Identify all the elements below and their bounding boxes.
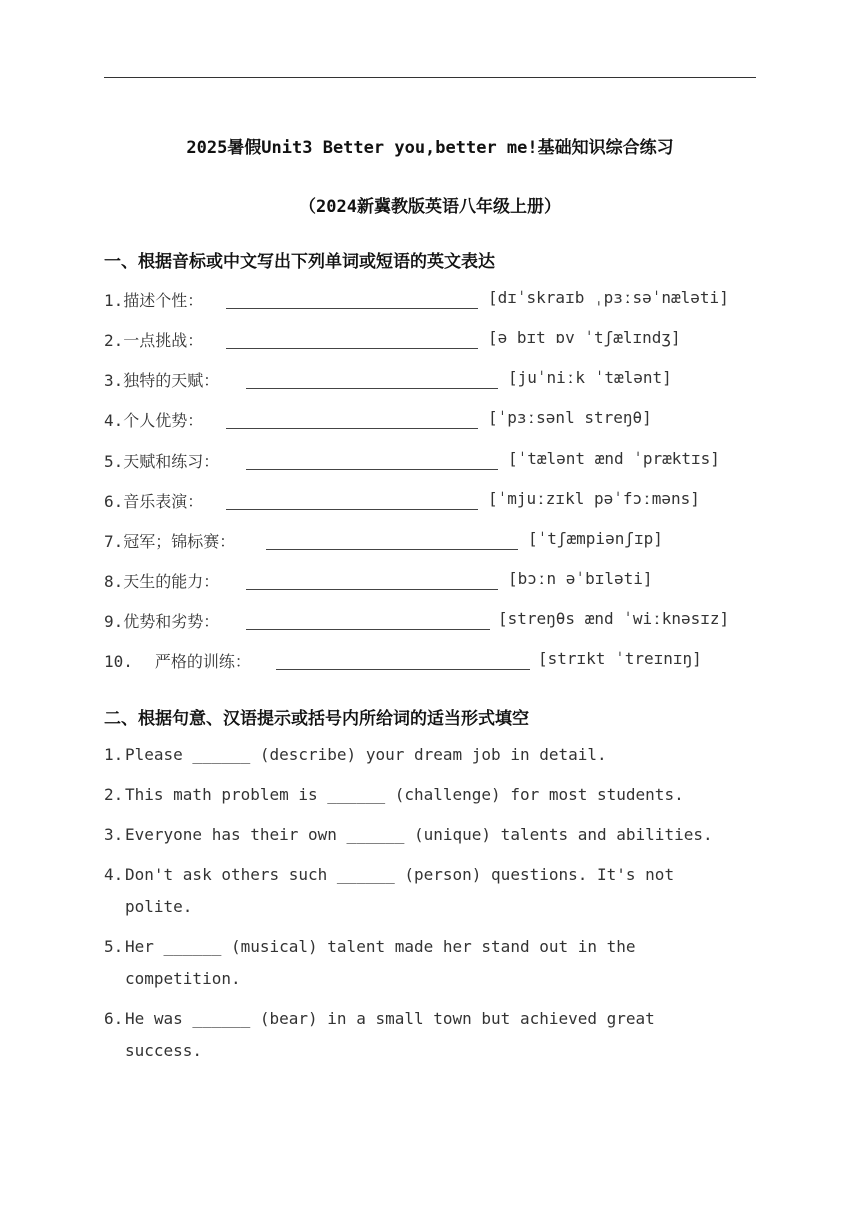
vocab-item bbox=[104, 649, 251, 672]
section2-heading: 二、根据句意、汉语提示或括号内所给词的适当形式填空 bbox=[104, 709, 529, 729]
answer-blank[interactable] bbox=[246, 589, 498, 590]
item-number: 2. bbox=[104, 785, 124, 804]
item-chinese: 音乐表演： bbox=[123, 492, 204, 511]
sentence-text: Everyone has their own ______ (unique) talents and abilities. bbox=[125, 825, 713, 844]
answer-blank[interactable] bbox=[246, 469, 498, 470]
item-number: 5. bbox=[104, 452, 124, 471]
sentence-text: Please ______ (describe) your dream job in detail. bbox=[125, 745, 607, 764]
answer-blank[interactable] bbox=[276, 669, 530, 670]
item-chinese: 天赋和练习： bbox=[123, 452, 220, 471]
item-number: 7. bbox=[104, 532, 124, 551]
item-phonetic: [bɔːn əˈbɪləti] bbox=[508, 569, 653, 588]
item-phonetic: [dɪˈskraɪb ˌpɜːsəˈnæləti] bbox=[488, 288, 729, 307]
item-phonetic: [ˈtælənt ænd ˈpræktɪs] bbox=[508, 449, 720, 468]
item-phonetic: [streŋθs ænd ˈwiːknəsɪz] bbox=[498, 609, 730, 628]
item-number: 6. bbox=[104, 492, 124, 511]
item-number: 6. bbox=[104, 1009, 124, 1028]
sentence-item bbox=[104, 779, 744, 811]
item-number: 8. bbox=[104, 572, 124, 591]
item-phonetic: [ə bɪt ɒv ˈtʃælɪndʒ] bbox=[488, 328, 681, 347]
vocab-item bbox=[104, 408, 203, 431]
answer-blank[interactable] bbox=[226, 428, 478, 429]
item-number: 10. bbox=[104, 652, 133, 671]
item-chinese: 描述个性： bbox=[123, 291, 204, 310]
vocab-item bbox=[104, 328, 203, 351]
sentence-text: Her ______ (musical) talent made her stand out in the competition. bbox=[125, 937, 636, 988]
sentence-item bbox=[104, 819, 744, 851]
item-number: 2. bbox=[104, 331, 124, 350]
sentence-text: Don't ask others such ______ (person) questions. It's not polite. bbox=[125, 865, 675, 916]
answer-blank[interactable] bbox=[226, 308, 478, 309]
item-chinese: 冠军；锦标赛： bbox=[123, 532, 236, 551]
item-chinese: 独特的天赋： bbox=[123, 371, 220, 390]
sentence-item bbox=[104, 931, 679, 995]
item-phonetic: [ˈpɜːsənl streŋθ] bbox=[488, 408, 652, 427]
item-chinese: 优势和劣势： bbox=[123, 612, 220, 631]
header-rule bbox=[104, 77, 756, 78]
item-chinese: 严格的训练： bbox=[154, 652, 251, 671]
answer-blank[interactable] bbox=[246, 388, 498, 389]
item-number: 3. bbox=[104, 825, 124, 844]
vocab-item bbox=[104, 529, 235, 552]
item-chinese: 个人优势： bbox=[123, 411, 204, 430]
item-phonetic: [juˈniːk ˈtælənt] bbox=[508, 368, 672, 387]
item-number: 4. bbox=[104, 865, 124, 884]
vocab-item bbox=[104, 489, 203, 512]
section1-heading: 一、根据音标或中文写出下列单词或短语的英文表达 bbox=[104, 252, 495, 272]
sentence-text: This math problem is ______ (challenge) for most students. bbox=[125, 785, 684, 804]
vocab-item bbox=[104, 449, 219, 472]
answer-blank[interactable] bbox=[226, 509, 478, 510]
item-number: 1. bbox=[104, 291, 124, 310]
item-number: 9. bbox=[104, 612, 124, 631]
item-number: 5. bbox=[104, 937, 124, 956]
vocab-item bbox=[104, 609, 219, 632]
item-chinese: 天生的能力： bbox=[123, 572, 220, 591]
vocab-item bbox=[104, 288, 203, 311]
answer-blank[interactable] bbox=[226, 348, 478, 349]
item-phonetic: [strɪkt ˈtreɪnɪŋ] bbox=[538, 649, 702, 668]
page-subtitle: （2024新冀教版英语八年级上册） bbox=[299, 197, 561, 217]
item-number: 4. bbox=[104, 411, 124, 430]
item-phonetic: [ˈmjuːzɪkl pəˈfɔːməns] bbox=[488, 489, 700, 508]
vocab-item bbox=[104, 569, 219, 592]
page-title: 2025暑假Unit3 Better you,better me!基础知识综合练习 bbox=[186, 138, 674, 158]
vocab-item bbox=[104, 368, 219, 391]
answer-blank[interactable] bbox=[246, 629, 490, 630]
answer-blank[interactable] bbox=[266, 549, 518, 550]
sentence-item bbox=[104, 739, 744, 771]
sentence-item bbox=[104, 859, 714, 923]
sentence-item bbox=[104, 1003, 704, 1067]
item-number: 1. bbox=[104, 745, 124, 764]
item-chinese: 一点挑战： bbox=[123, 331, 204, 350]
sentence-text: He was ______ (bear) in a small town but achieved great success. bbox=[125, 1009, 655, 1060]
item-number: 3. bbox=[104, 371, 124, 390]
item-phonetic: [ˈtʃæmpiənʃɪp] bbox=[528, 529, 663, 548]
